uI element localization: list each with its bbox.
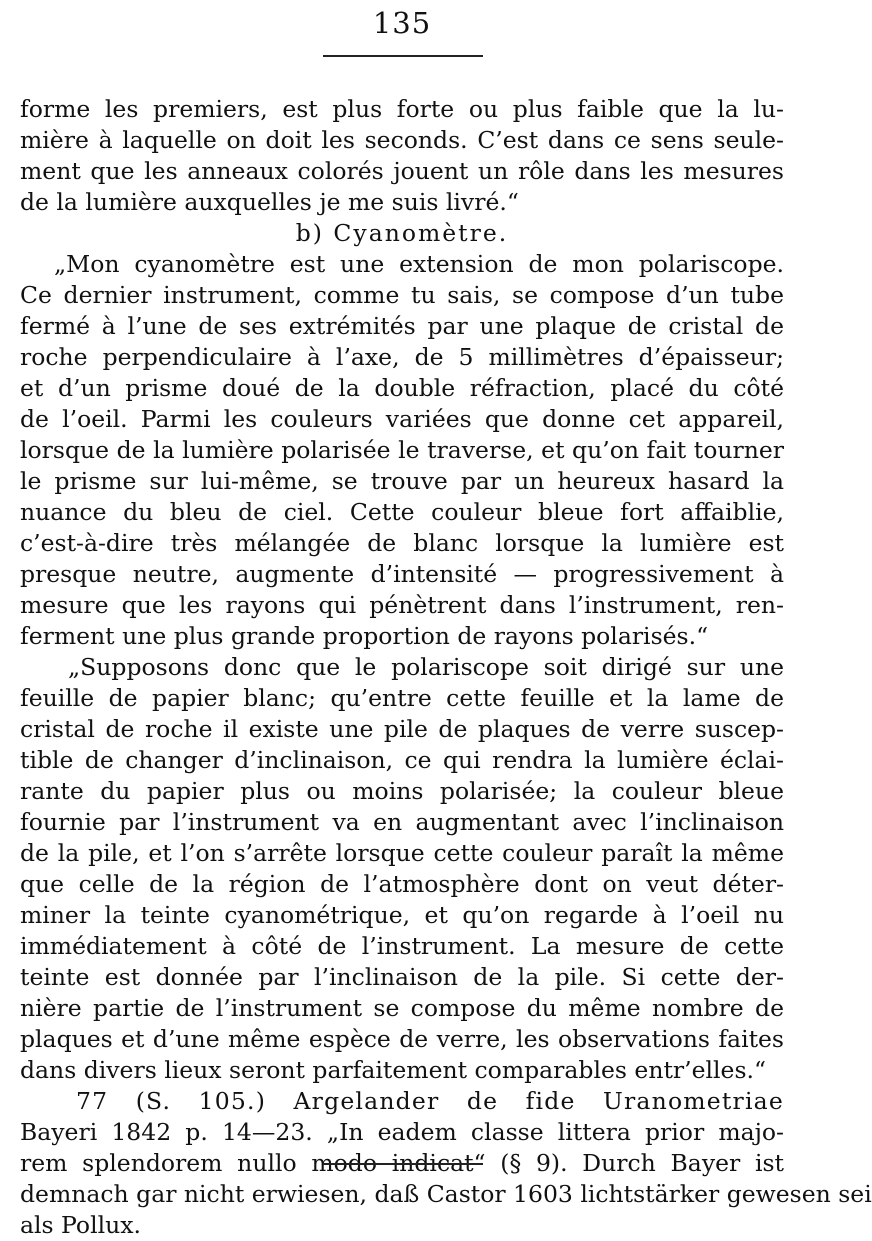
text-line: que celle de la région de l’atmosphère dont on veut déter- bbox=[20, 870, 784, 898]
text-line: et d’un prisme doué de la double réfraction, placé du côté bbox=[20, 374, 784, 402]
text-line: nuance du bleu de ciel. Cette couleur bleue fort affaiblie, bbox=[20, 498, 784, 526]
text-line: cristal de roche il existe une pile de plaques de verre suscep- bbox=[20, 715, 784, 743]
top-rule bbox=[323, 55, 483, 57]
text-line: feuille de papier blanc; qu’entre cette feuille et la lame de bbox=[20, 684, 784, 712]
text-line: nière partie de l’instrument se compose du même nombre de bbox=[20, 994, 784, 1022]
section-heading: b) Cyanomètre. bbox=[295, 219, 509, 247]
text-line: dans divers lieux seront parfaitement comparables entr’elles.“ bbox=[20, 1056, 766, 1084]
text-line: immédiatement à côté de l’instrument. La mesure de cette bbox=[20, 932, 784, 960]
text-line: le prisme sur lui-même, se trouve par un heureux hasard la bbox=[20, 467, 784, 495]
footnote-line: rem splendorem nullo modo indicat“ (§ 9). Durch Bayer ist bbox=[20, 1149, 784, 1177]
text-line: mière à laquelle on doit les seconds. C’est dans ce sens seule- bbox=[20, 126, 784, 154]
text-line: lorsque de la lumière polarisée le traverse, et qu’on fait tourner bbox=[20, 436, 784, 464]
text-line: Ce dernier instrument, comme tu sais, se compose d’un tube bbox=[20, 281, 784, 309]
text-line: roche perpendiculaire à l’axe, de 5 millimètres d’épaisseur; bbox=[20, 343, 784, 371]
bottom-rule bbox=[323, 1163, 483, 1165]
text-line: de la lumière auxquelles je me suis livré.“ bbox=[20, 188, 519, 216]
text-line: mesure que les rayons qui pénètrent dans l’instrument, ren- bbox=[20, 591, 784, 619]
text-line: tible de changer d’inclinaison, ce qui rendra la lumière éclai- bbox=[20, 746, 784, 774]
text-line: de la pile, et l’on s’arrête lorsque cette couleur paraît la même bbox=[20, 839, 784, 867]
footnote-line: Bayeri 1842 p. 14—23. „In eadem classe littera prior majo- bbox=[20, 1118, 784, 1146]
footnote-line: 77 (S. 105.) Argelander de fide Uranometriae bbox=[76, 1087, 784, 1115]
text-line: forme les premiers, est plus forte ou plus faible que la lu- bbox=[20, 95, 784, 123]
text-line: ment que les anneaux colorés jouent un rôle dans les mesures bbox=[20, 157, 784, 185]
page-body bbox=[20, 94, 872, 1241]
page-number: 135 bbox=[372, 6, 432, 40]
footnote-line: als Pollux. bbox=[20, 1211, 141, 1239]
text-line: presque neutre, augmente d’intensité — progressivement à bbox=[20, 560, 784, 588]
text-line: plaques et d’une même espèce de verre, les observations faites bbox=[20, 1025, 784, 1053]
text-line: c’est-à-dire très mélangée de blanc lorsque la lumière est bbox=[20, 529, 784, 557]
text-line: de l’oeil. Parmi les couleurs variées que donne cet appareil, bbox=[20, 405, 784, 433]
text-line: fournie par l’instrument va en augmentant avec l’inclinaison bbox=[20, 808, 784, 836]
text-line: ferment une plus grande proportion de rayons polarisés.“ bbox=[20, 622, 709, 650]
text-line: „Supposons donc que le polariscope soit dirigé sur une bbox=[68, 653, 784, 681]
text-line: teinte est donnée par l’inclinaison de la pile. Si cette der- bbox=[20, 963, 784, 991]
text-line: rante du papier plus ou moins polarisée; la couleur bleue bbox=[20, 777, 784, 805]
footnote-line: demnach gar nicht erwiesen, daß Castor 1603 lichtstärker gewesen sei bbox=[20, 1180, 872, 1208]
text-line: miner la teinte cyanométrique, et qu’on regarde à l’oeil nu bbox=[20, 901, 784, 929]
text-line: „Mon cyanomètre est une extension de mon polariscope. bbox=[54, 250, 784, 278]
text-line: fermé à l’une de ses extrémités par une plaque de cristal de bbox=[20, 312, 784, 340]
